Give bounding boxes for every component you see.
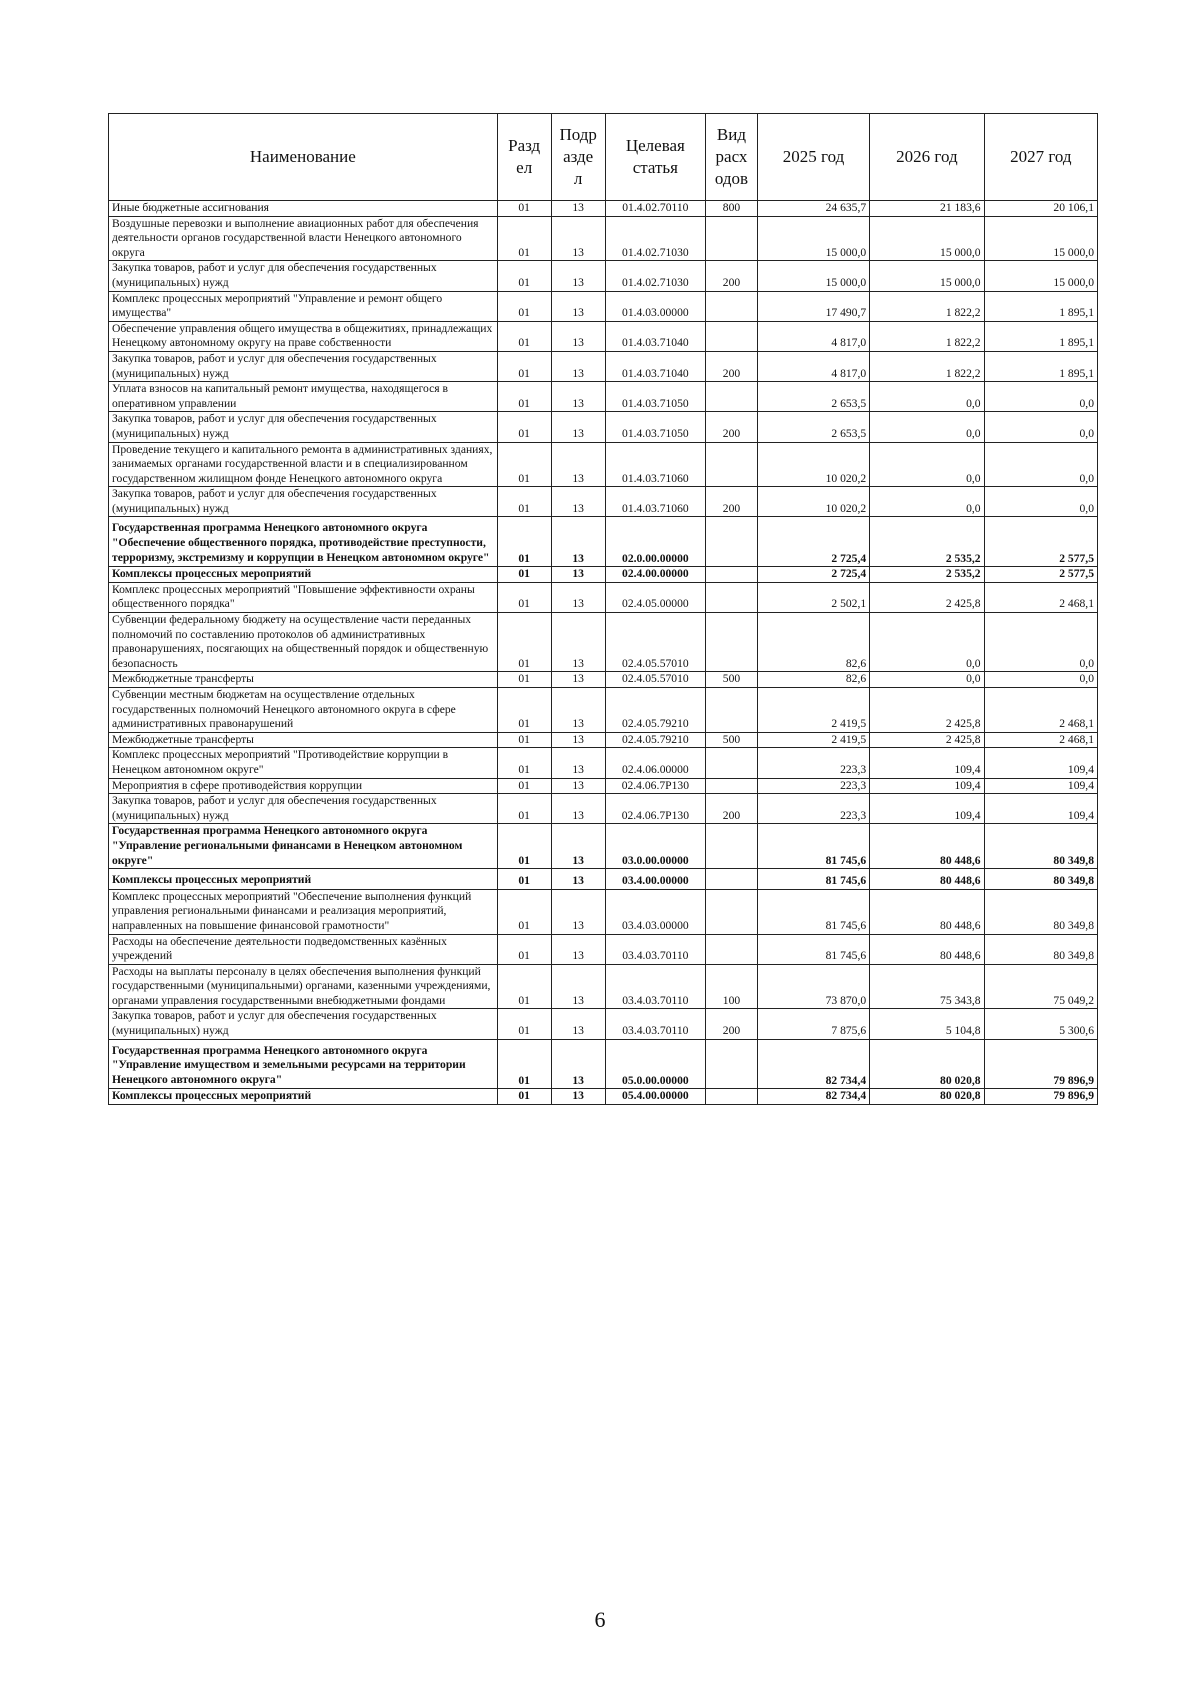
cell-2025: 10 020,2 [757,487,869,517]
cell-name: Комплексы процессных мероприятий [109,869,498,890]
cell-subsection: 13 [551,778,605,794]
cell-section: 01 [497,672,551,688]
cell-2027: 1 895,1 [984,351,1097,381]
cell-kind [706,517,758,567]
cell-2025: 82 734,4 [757,1039,869,1089]
table-row [109,613,1098,672]
cell-target: 03.4.03.70110 [605,964,705,1009]
header-2025: 2025 год [757,114,869,201]
cell-2025: 7 875,6 [757,1009,869,1039]
cell-2027: 109,4 [984,748,1097,778]
cell-2027: 2 577,5 [984,567,1097,583]
cell-section: 01 [497,613,551,672]
cell-2025: 82,6 [757,672,869,688]
page-number: 6 [594,1607,606,1632]
cell-name: Закупка товаров, работ и услуг для обеспечения государственных (муниципальных) нужд [109,261,498,291]
table-row [109,1009,1098,1039]
cell-section: 01 [497,487,551,517]
cell-subsection: 13 [551,351,605,381]
cell-2026: 2 425,8 [870,582,984,612]
cell-2027: 80 349,8 [984,889,1097,934]
cell-subsection: 13 [551,934,605,964]
cell-2026: 1 822,2 [870,291,984,321]
cell-name: Комплекс процессных мероприятий "Противодействие коррупции в Ненецком автономном округе" [109,748,498,778]
cell-2025: 223,3 [757,748,869,778]
cell-section: 01 [497,688,551,733]
cell-subsection: 13 [551,382,605,412]
cell-kind [706,582,758,612]
cell-name: Иные бюджетные ассигнования [109,201,498,217]
cell-2025: 223,3 [757,794,869,824]
cell-name: Расходы на обеспечение деятельности подведомственных казённых учреждений [109,934,498,964]
cell-section: 01 [497,261,551,291]
cell-subsection: 13 [551,732,605,748]
table-header-row [109,114,1098,201]
cell-subsection: 13 [551,216,605,261]
cell-kind [706,748,758,778]
cell-kind: 800 [706,201,758,217]
cell-subsection: 13 [551,964,605,1009]
cell-2027: 80 349,8 [984,869,1097,890]
cell-subsection: 13 [551,442,605,487]
cell-2027: 15 000,0 [984,216,1097,261]
budget-table [108,113,1098,1105]
table-row [109,672,1098,688]
table-row [109,382,1098,412]
table-row [109,567,1098,583]
cell-name: Уплата взносов на капитальный ремонт имущества, находящегося в оперативном управлении [109,382,498,412]
cell-2026: 109,4 [870,748,984,778]
cell-subsection: 13 [551,412,605,442]
cell-2025: 223,3 [757,778,869,794]
header-subsection: Подр азде л [551,114,605,201]
cell-kind: 200 [706,412,758,442]
cell-target: 01.4.02.70110 [605,201,705,217]
cell-kind [706,824,758,869]
cell-name: Расходы на выплаты персоналу в целях обеспечения выполнения функций государственными (муниципальными) органами, казенными учреждениями, органами управления государственными внебюджетными фондами [109,964,498,1009]
cell-kind [706,567,758,583]
cell-2026: 5 104,8 [870,1009,984,1039]
cell-subsection: 13 [551,201,605,217]
cell-2025: 2 653,5 [757,382,869,412]
cell-2027: 0,0 [984,613,1097,672]
cell-name: Комплекс процессных мероприятий "Обеспечение выполнения функций управления региональными финансами и реализация мероприятий, направленных на повышение финансовой грамотности" [109,889,498,934]
table-row [109,216,1098,261]
cell-target: 02.0.00.00000 [605,517,705,567]
cell-name: Межбюджетные трансферты [109,672,498,688]
cell-2025: 4 817,0 [757,321,869,351]
header-2027: 2027 год [984,114,1097,201]
cell-name: Субвенции федеральному бюджету на осуществление части переданных полномочий по составлению протоколов об административных правонарушениях, посягающих на общественный порядок и общественную безопасность [109,613,498,672]
cell-subsection: 13 [551,321,605,351]
cell-2025: 4 817,0 [757,351,869,381]
budget-table-container [108,113,1098,1105]
cell-section: 01 [497,794,551,824]
cell-section: 01 [497,732,551,748]
cell-2025: 81 745,6 [757,934,869,964]
cell-name: Закупка товаров, работ и услуг для обеспечения государственных (муниципальных) нужд [109,1009,498,1039]
cell-2027: 2 468,1 [984,582,1097,612]
cell-subsection: 13 [551,794,605,824]
cell-kind: 200 [706,794,758,824]
cell-2025: 10 020,2 [757,442,869,487]
cell-2025: 2 419,5 [757,688,869,733]
cell-2026: 109,4 [870,778,984,794]
cell-section: 01 [497,412,551,442]
cell-target: 01.4.03.00000 [605,291,705,321]
cell-2026: 2 535,2 [870,517,984,567]
cell-name: Комплексы процессных мероприятий [109,567,498,583]
cell-2025: 2 653,5 [757,412,869,442]
table-row [109,517,1098,567]
cell-target: 02.4.06.00000 [605,748,705,778]
table-row [109,582,1098,612]
table-row [109,934,1098,964]
cell-section: 01 [497,517,551,567]
cell-2025: 2 419,5 [757,732,869,748]
cell-target: 03.4.03.70110 [605,1009,705,1039]
cell-kind [706,382,758,412]
cell-2025: 24 635,7 [757,201,869,217]
cell-target: 01.4.02.71030 [605,261,705,291]
cell-target: 01.4.03.71050 [605,382,705,412]
cell-target: 02.4.05.57010 [605,613,705,672]
cell-target: 02.4.06.7Р130 [605,778,705,794]
table-row [109,261,1098,291]
cell-name: Закупка товаров, работ и услуг для обеспечения государственных (муниципальных) нужд [109,351,498,381]
cell-subsection: 13 [551,688,605,733]
table-row [109,748,1098,778]
table-row [109,732,1098,748]
cell-2026: 0,0 [870,412,984,442]
cell-kind: 200 [706,261,758,291]
cell-kind [706,934,758,964]
cell-2027: 79 896,9 [984,1039,1097,1089]
cell-name: Комплекс процессных мероприятий "Повышение эффективности охраны общественного порядка" [109,582,498,612]
cell-kind [706,688,758,733]
cell-2027: 1 895,1 [984,291,1097,321]
cell-2027: 109,4 [984,794,1097,824]
cell-kind: 200 [706,487,758,517]
cell-section: 01 [497,567,551,583]
cell-target: 03.4.03.00000 [605,889,705,934]
table-row [109,1039,1098,1089]
cell-2026: 15 000,0 [870,261,984,291]
cell-2027: 0,0 [984,382,1097,412]
cell-section: 01 [497,889,551,934]
cell-2026: 15 000,0 [870,216,984,261]
cell-kind: 200 [706,351,758,381]
table-row [109,1089,1098,1105]
cell-2026: 80 020,8 [870,1089,984,1105]
cell-kind [706,291,758,321]
cell-kind: 500 [706,732,758,748]
cell-2026: 80 020,8 [870,1039,984,1089]
cell-name: Государственная программа Ненецкого автономного округа "Обеспечение общественного порядка, противодействие преступности, терроризму, экстремизму и коррупции в Ненецком автономном округе" [109,517,498,567]
cell-target: 05.4.00.00000 [605,1089,705,1105]
cell-subsection: 13 [551,517,605,567]
cell-target: 02.4.00.00000 [605,567,705,583]
cell-2027: 20 106,1 [984,201,1097,217]
cell-subsection: 13 [551,1089,605,1105]
cell-subsection: 13 [551,613,605,672]
cell-subsection: 13 [551,567,605,583]
cell-2027: 0,0 [984,412,1097,442]
cell-name: Комплексы процессных мероприятий [109,1089,498,1105]
cell-kind: 100 [706,964,758,1009]
cell-2025: 81 745,6 [757,889,869,934]
cell-kind [706,442,758,487]
cell-section: 01 [497,442,551,487]
cell-section: 01 [497,869,551,890]
cell-2026: 0,0 [870,487,984,517]
cell-target: 02.4.05.00000 [605,582,705,612]
cell-name: Закупка товаров, работ и услуг для обеспечения государственных (муниципальных) нужд [109,487,498,517]
cell-kind: 500 [706,672,758,688]
table-row [109,889,1098,934]
cell-target: 02.4.05.79210 [605,688,705,733]
cell-kind [706,1089,758,1105]
cell-section: 01 [497,1089,551,1105]
cell-kind [706,1039,758,1089]
cell-2025: 73 870,0 [757,964,869,1009]
cell-2026: 2 425,8 [870,688,984,733]
cell-target: 03.0.00.00000 [605,824,705,869]
cell-2025: 2 502,1 [757,582,869,612]
table-row [109,412,1098,442]
cell-subsection: 13 [551,1039,605,1089]
table-row [109,487,1098,517]
cell-2025: 2 725,4 [757,567,869,583]
cell-2026: 80 448,6 [870,869,984,890]
cell-2026: 2 535,2 [870,567,984,583]
cell-name: Межбюджетные трансферты [109,732,498,748]
table-row [109,351,1098,381]
cell-2025: 15 000,0 [757,216,869,261]
cell-subsection: 13 [551,748,605,778]
cell-2026: 1 822,2 [870,321,984,351]
cell-subsection: 13 [551,487,605,517]
cell-name: Проведение текущего и капитального ремонта в административных зданиях, занимаемых органами государственной власти и в специализированном государственном жилищном фонде Ненецкого автономного округа [109,442,498,487]
cell-2026: 0,0 [870,613,984,672]
cell-kind [706,613,758,672]
cell-2026: 2 425,8 [870,732,984,748]
table-row [109,964,1098,1009]
cell-subsection: 13 [551,889,605,934]
cell-name: Мероприятия в сфере противодействия коррупции [109,778,498,794]
cell-subsection: 13 [551,582,605,612]
cell-section: 01 [497,216,551,261]
cell-2027: 80 349,8 [984,824,1097,869]
table-row [109,321,1098,351]
cell-subsection: 13 [551,824,605,869]
cell-section: 01 [497,351,551,381]
cell-target: 01.4.03.71040 [605,351,705,381]
cell-2027: 80 349,8 [984,934,1097,964]
cell-target: 03.4.03.70110 [605,934,705,964]
cell-2026: 0,0 [870,382,984,412]
cell-kind [706,216,758,261]
cell-name: Обеспечение управления общего имущества в общежитиях, принадлежащих Ненецкому автономному округу на праве собственности [109,321,498,351]
cell-subsection: 13 [551,1009,605,1039]
cell-target: 02.4.05.79210 [605,732,705,748]
cell-2025: 81 745,6 [757,824,869,869]
cell-section: 01 [497,582,551,612]
table-row [109,824,1098,869]
table-row [109,291,1098,321]
cell-2026: 80 448,6 [870,889,984,934]
cell-subsection: 13 [551,261,605,291]
cell-2027: 1 895,1 [984,321,1097,351]
cell-2025: 17 490,7 [757,291,869,321]
cell-kind [706,778,758,794]
cell-section: 01 [497,321,551,351]
cell-target: 01.4.03.71040 [605,321,705,351]
header-target: Целевая статья [605,114,705,201]
cell-target: 03.4.00.00000 [605,869,705,890]
cell-target: 05.0.00.00000 [605,1039,705,1089]
cell-target: 02.4.06.7Р130 [605,794,705,824]
cell-2026: 75 343,8 [870,964,984,1009]
table-row [109,688,1098,733]
cell-target: 01.4.03.71060 [605,442,705,487]
cell-section: 01 [497,748,551,778]
cell-2026: 0,0 [870,672,984,688]
cell-2027: 0,0 [984,442,1097,487]
header-kind: Вид расх одов [706,114,758,201]
cell-subsection: 13 [551,869,605,890]
cell-2027: 0,0 [984,487,1097,517]
cell-section: 01 [497,291,551,321]
cell-target: 02.4.05.57010 [605,672,705,688]
header-2026: 2026 год [870,114,984,201]
table-row [109,794,1098,824]
cell-name: Государственная программа Ненецкого автономного округа "Управление региональными финансами в Ненецком автономном округе" [109,824,498,869]
cell-2027: 15 000,0 [984,261,1097,291]
table-row [109,442,1098,487]
cell-2026: 80 448,6 [870,934,984,964]
cell-section: 01 [497,778,551,794]
cell-kind [706,869,758,890]
cell-kind [706,321,758,351]
cell-target: 01.4.03.71050 [605,412,705,442]
cell-2027: 0,0 [984,672,1097,688]
cell-2025: 15 000,0 [757,261,869,291]
cell-2027: 2 468,1 [984,688,1097,733]
cell-2025: 81 745,6 [757,869,869,890]
table-row [109,869,1098,890]
cell-kind [706,889,758,934]
cell-section: 01 [497,824,551,869]
cell-section: 01 [497,382,551,412]
cell-section: 01 [497,964,551,1009]
cell-section: 01 [497,1039,551,1089]
cell-2026: 0,0 [870,442,984,487]
cell-name: Государственная программа Ненецкого автономного округа "Управление имуществом и земельными ресурсами на территории Ненецкого автономного округа" [109,1039,498,1089]
cell-2027: 75 049,2 [984,964,1097,1009]
header-name: Наименование [109,114,498,201]
cell-section: 01 [497,1009,551,1039]
cell-name: Закупка товаров, работ и услуг для обеспечения государственных (муниципальных) нужд [109,794,498,824]
cell-name: Комплекс процессных мероприятий "Управление и ремонт общего имущества" [109,291,498,321]
cell-2027: 2 577,5 [984,517,1097,567]
cell-name: Воздушные перевозки и выполнение авиационных работ для обеспечения деятельности органов государственной власти Ненецкого автономного округа [109,216,498,261]
table-row [109,778,1098,794]
cell-2027: 109,4 [984,778,1097,794]
cell-target: 01.4.02.71030 [605,216,705,261]
cell-2025: 82 734,4 [757,1089,869,1105]
cell-name: Субвенции местным бюджетам на осуществление отдельных государственных полномочий Ненецкого автономного округа в сфере административных правонарушений [109,688,498,733]
cell-2026: 109,4 [870,794,984,824]
cell-subsection: 13 [551,291,605,321]
cell-2026: 1 822,2 [870,351,984,381]
cell-name: Закупка товаров, работ и услуг для обеспечения государственных (муниципальных) нужд [109,412,498,442]
cell-2025: 2 725,4 [757,517,869,567]
table-row [109,201,1098,217]
table-body [109,201,1098,1105]
cell-2027: 2 468,1 [984,732,1097,748]
header-section: Разд ел [497,114,551,201]
cell-2026: 80 448,6 [870,824,984,869]
cell-section: 01 [497,201,551,217]
cell-section: 01 [497,934,551,964]
cell-kind: 200 [706,1009,758,1039]
cell-2025: 82,6 [757,613,869,672]
cell-target: 01.4.03.71060 [605,487,705,517]
cell-2027: 79 896,9 [984,1089,1097,1105]
cell-2027: 5 300,6 [984,1009,1097,1039]
cell-2026: 21 183,6 [870,201,984,217]
cell-subsection: 13 [551,672,605,688]
